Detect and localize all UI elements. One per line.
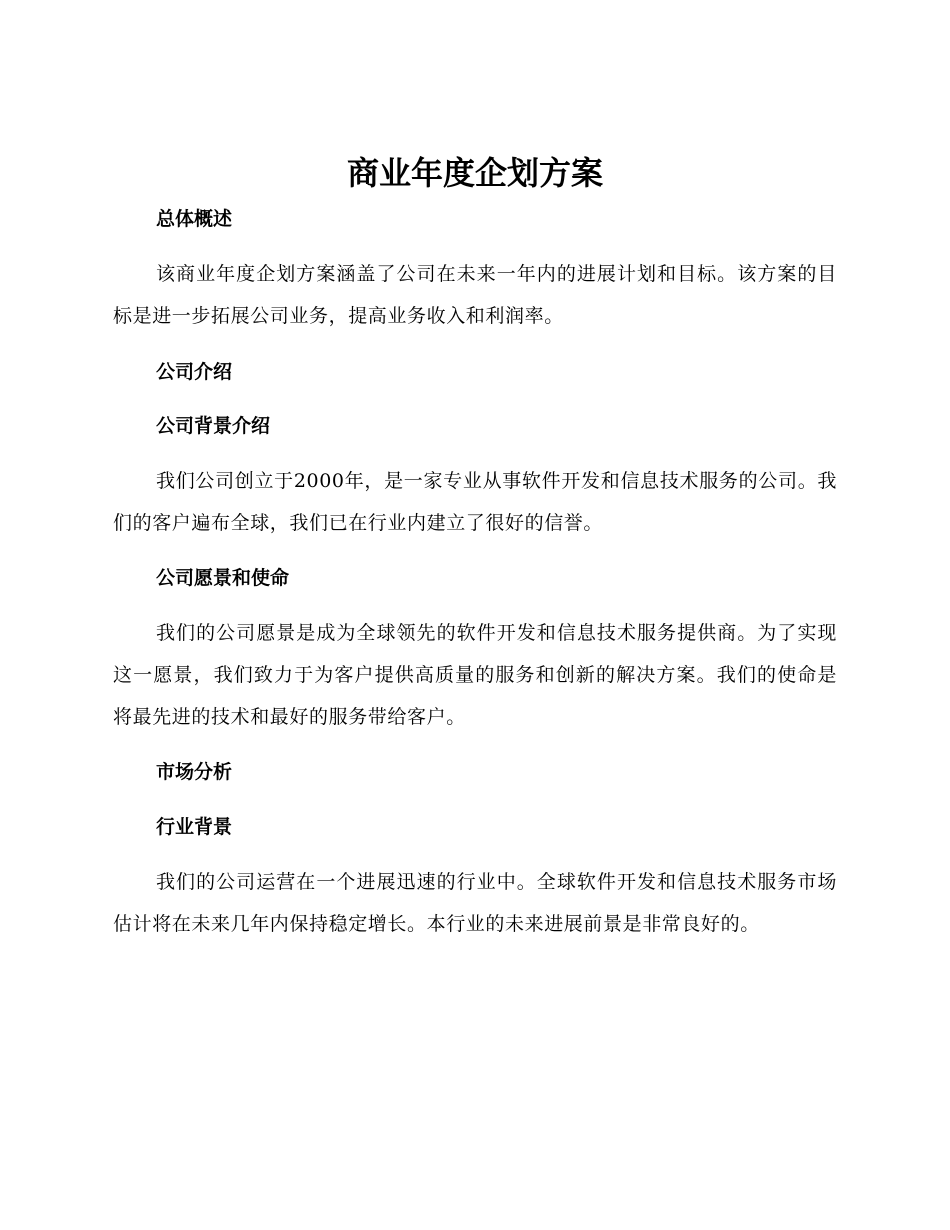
paragraph-industry-background: 我们的公司运营在一个进展迅速的行业中。全球软件开发和信息技术服务市场估计将在未来几年内保持稳定增长。本行业的未来进展前景是非常良好的。 bbox=[113, 871, 837, 935]
section-heading-market-analysis: 市场分析 bbox=[156, 761, 233, 783]
section-heading-overview: 总体概述 bbox=[156, 208, 233, 230]
section-heading-company-intro: 公司介绍 bbox=[156, 361, 233, 383]
section-heading-industry-background: 行业背景 bbox=[156, 816, 233, 838]
section-heading-vision-mission: 公司愿景和使命 bbox=[156, 567, 290, 589]
section-heading-company-background: 公司背景介绍 bbox=[156, 415, 271, 437]
paragraph-overview: 该商业年度企划方案涵盖了公司在未来一年内的进展计划和目标。该方案的目标是进一步拓展公司业务，提高业务收入和利润率。 bbox=[113, 263, 837, 327]
document-title: 商业年度企划方案 bbox=[346, 154, 603, 192]
paragraph-vision-mission: 我们的公司愿景是成为全球领先的软件开发和信息技术服务提供商。为了实现这一愿景，我们致力于为客户提供高质量的服务和创新的解决方案。我们的使命是将最先进的技术和最好的服务带给客户。 bbox=[113, 622, 837, 728]
paragraph-company-background: 我们公司创立于2000年，是一家专业从事软件开发和信息技术服务的公司。我们的客户遍布全球，我们已在行业内建立了很好的信誉。 bbox=[113, 470, 837, 534]
